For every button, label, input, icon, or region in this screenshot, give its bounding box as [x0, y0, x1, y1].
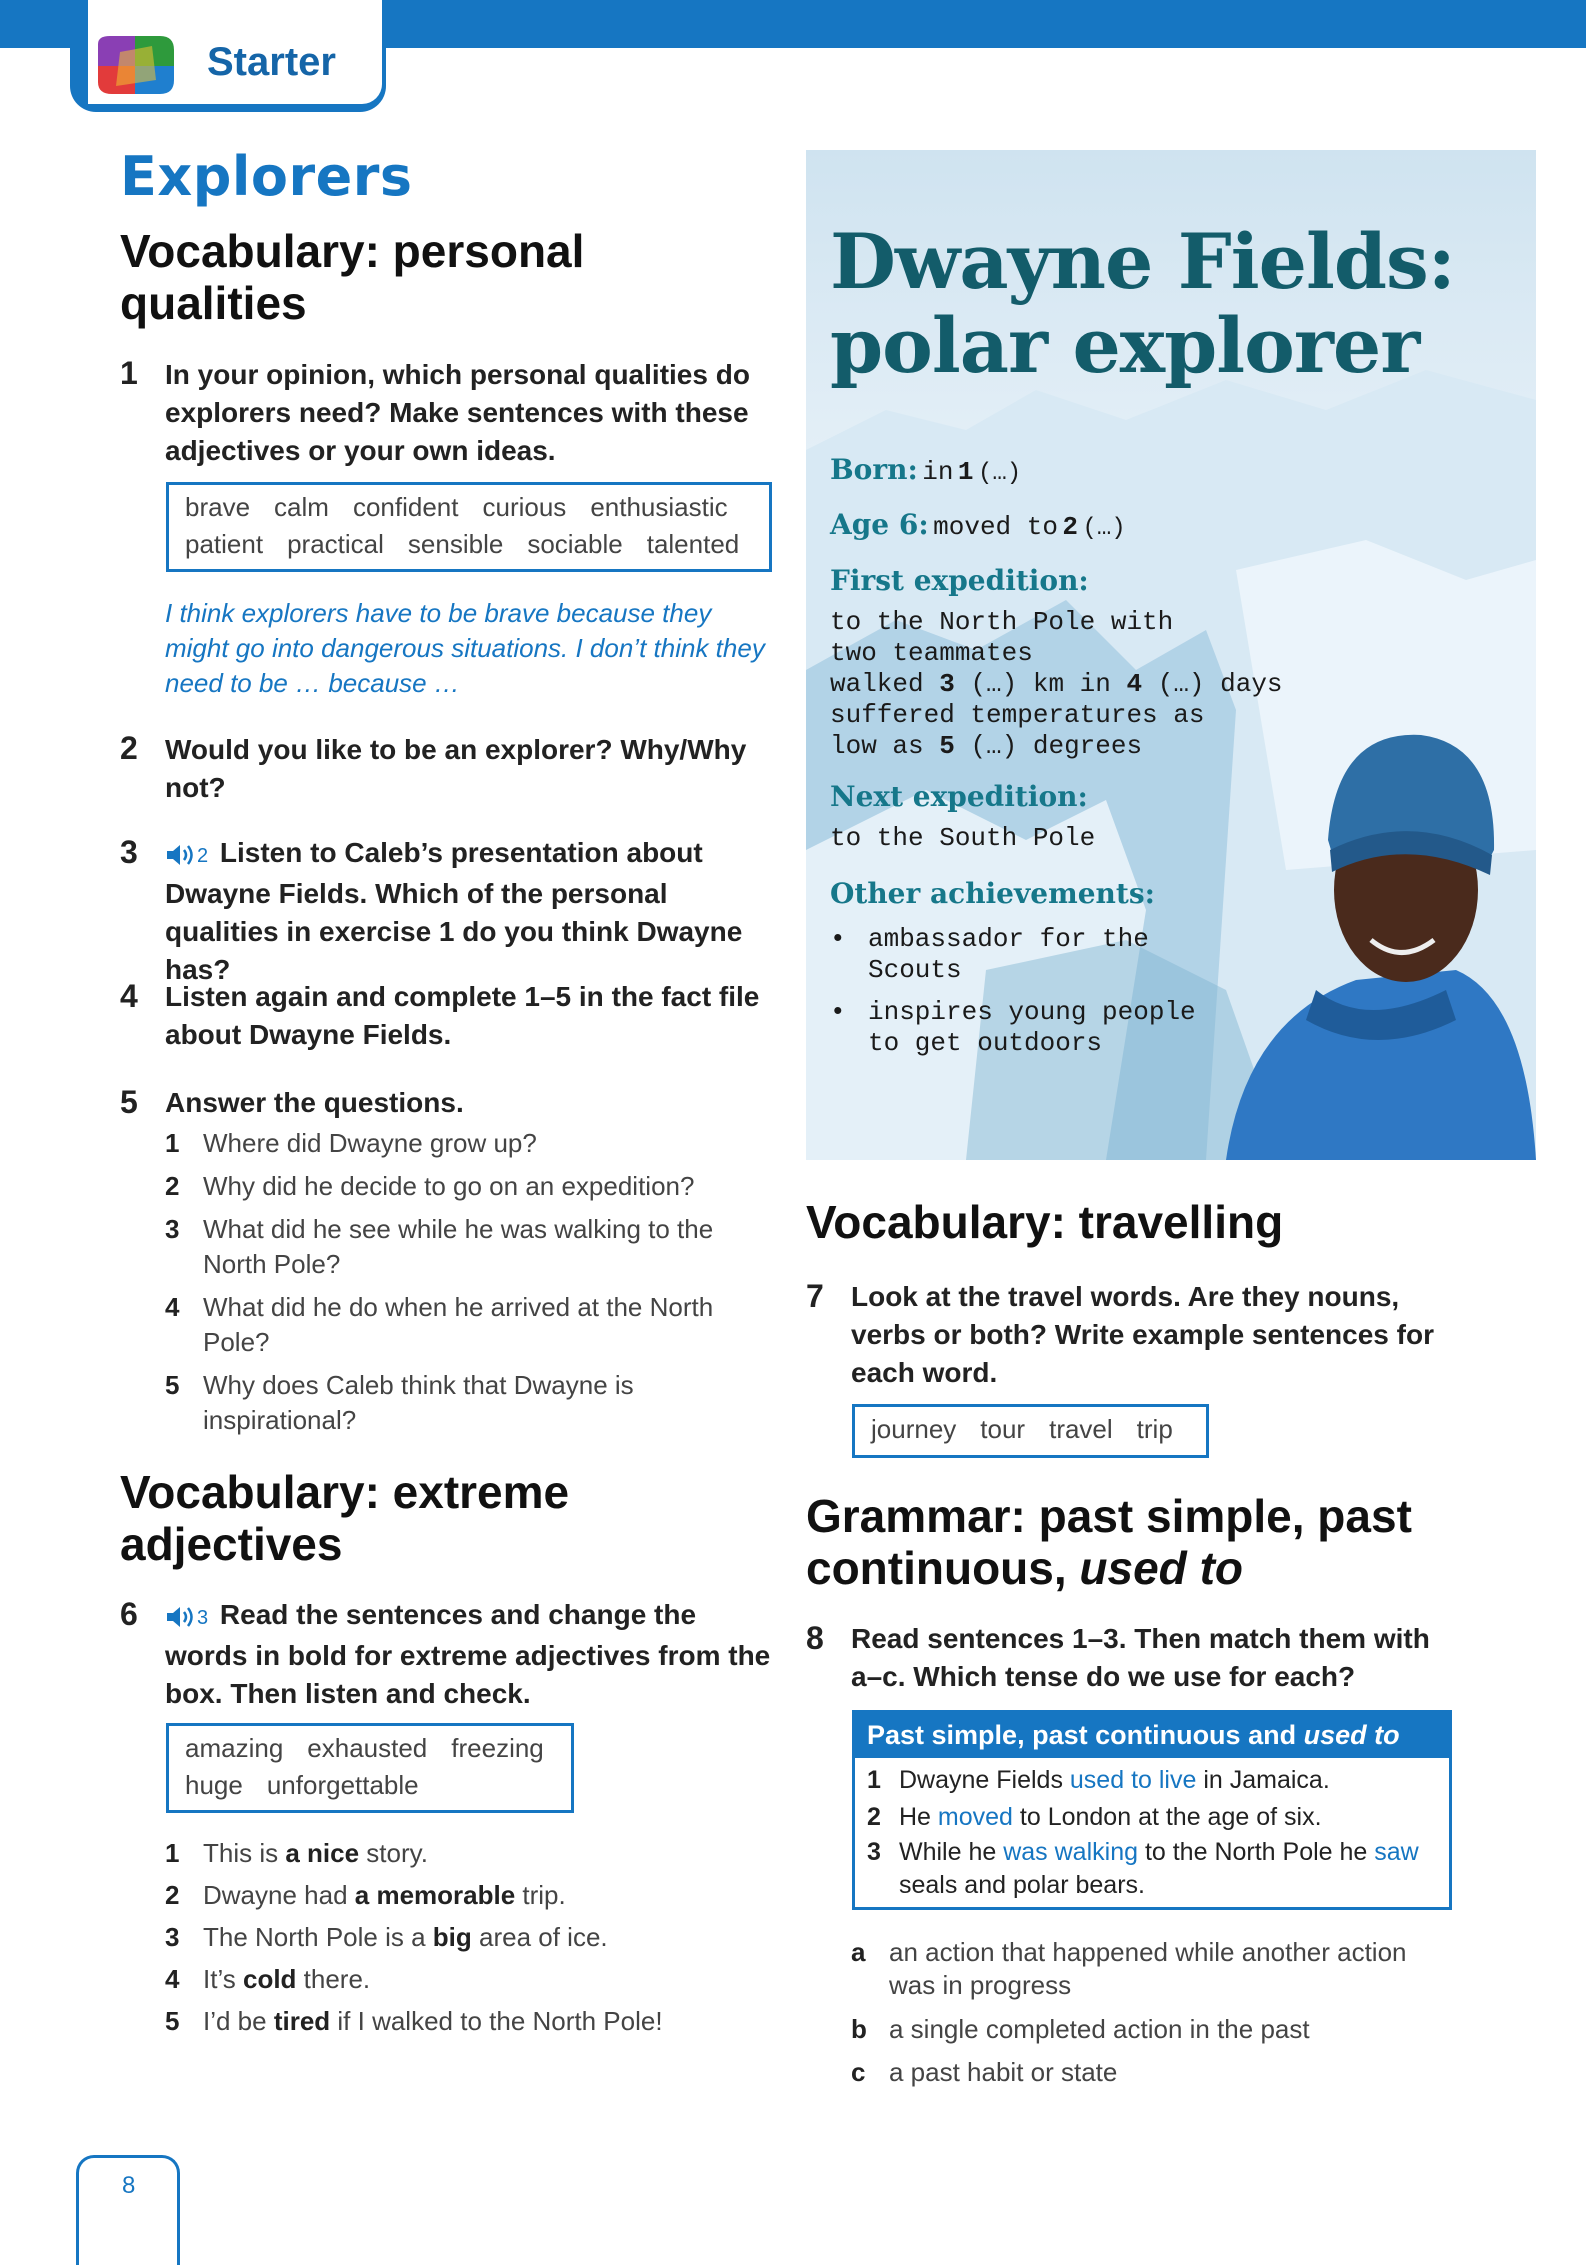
exercise-5-questions — [165, 1126, 725, 1438]
word: unforgettable — [266, 1770, 419, 1800]
exercise-8-answers — [851, 1936, 1431, 2090]
list-item: 4 It’s cold there. — [165, 1964, 371, 1994]
word-box-row-1 — [185, 1730, 555, 1767]
word: exhausted — [307, 1733, 428, 1763]
word: calm — [274, 492, 329, 522]
heading-grammar: Grammar: past simple, past continuous, used to — [806, 1490, 1412, 1594]
list-item: 3 What did he see while he was walking to the North Pole? — [165, 1214, 714, 1279]
exercise-7-word-box — [852, 1404, 1209, 1458]
exercise-4-number: 4 — [120, 978, 138, 1014]
exercise-7-instruction: Look at the travel words. Are they nouns, verbs or both? Write example sentences for each word. — [851, 1281, 1434, 1388]
exercise-6-instruction — [165, 1596, 785, 1713]
word: trip — [1136, 1414, 1173, 1444]
exercise-1-number: 1 — [120, 355, 138, 391]
section-tab-title: Starter — [207, 40, 336, 84]
fact-achievement-item: • inspires young people to get outdoors — [830, 997, 1196, 1058]
word: talented — [646, 529, 740, 559]
fact-age-line: Age 6: moved to 2 (…) — [830, 508, 1126, 542]
audio-track-number: 3 — [197, 1607, 209, 1629]
fact-file-panel — [806, 150, 1536, 1160]
list-item: b a single completed action in the past — [851, 2014, 1310, 2044]
exercise-1-instruction: In your opinion, which personal qualities do explorers need? Make sentences with these adjectives or your own ideas. — [165, 359, 750, 466]
unit-title: Explorers — [120, 145, 413, 208]
word: amazing — [185, 1733, 284, 1763]
list-item: 2 Why did he decide to go on an expedition? — [165, 1171, 695, 1201]
exercise-6-sentences — [165, 1836, 725, 2039]
list-item: 4 What did he do when he arrived at the North Pole? — [165, 1292, 714, 1357]
exercise-5-number: 5 — [120, 1084, 138, 1120]
exercise-8-instruction: Read sentences 1–3. Then match them with a–c. Which tense do we use for each? — [851, 1623, 1430, 1692]
exercise-6-word-box — [166, 1723, 574, 1813]
starter-logo-icon — [90, 30, 180, 100]
bullet-icon: • — [830, 924, 846, 954]
audio-speaker-icon[interactable] — [165, 842, 195, 868]
fact-other-achievements-label: Other achievements: — [830, 877, 1155, 910]
list-item: 1 This is a nice story. — [165, 1838, 428, 1868]
audio-speaker-icon[interactable] — [165, 1604, 195, 1630]
word-box-row-2 — [185, 1767, 555, 1804]
word: enthusiastic — [590, 492, 728, 522]
exercise-8-number: 8 — [806, 1620, 824, 1656]
fact-achievement-item: • ambassador for the Scouts — [830, 924, 1149, 985]
word: tour — [980, 1414, 1026, 1444]
grammar-sentence: 1 Dwayne Fields used to live in Jamaica. — [867, 1766, 1330, 1794]
grammar-box — [852, 1710, 1452, 1910]
fact-first-expedition-text: to the North Pole with two teammates walked 3 (…) km in 4 (…) days suffered temperatures as low as 5 (…) degrees — [830, 607, 1283, 761]
word: confident — [352, 492, 459, 522]
word: patient — [185, 529, 264, 559]
fact-file-title: Dwayne Fields: polar explorer — [830, 217, 1455, 390]
exercise-3-text: Listen to Caleb’s presentation about Dwayne Fields. Which of the personal qualities in exercise 1 do you think Dwayne has? — [165, 837, 743, 985]
fact-next-expedition-text: to the South Pole — [830, 823, 1096, 853]
word: huge — [185, 1770, 243, 1800]
word: sociable — [527, 529, 623, 559]
word-box-row-1 — [185, 489, 753, 526]
word: journey — [871, 1414, 957, 1444]
audio-track-number: 2 — [197, 845, 209, 867]
word: brave — [185, 492, 251, 522]
grammar-sentence: 2 He moved to London at the age of six. — [867, 1803, 1322, 1831]
bullet-icon: • — [830, 997, 846, 1027]
list-item: 1 Where did Dwayne grow up? — [165, 1128, 537, 1158]
word: practical — [287, 529, 384, 559]
word: freezing — [451, 1733, 544, 1763]
exercise-7-number: 7 — [806, 1278, 824, 1314]
page-number: 8 — [122, 2172, 136, 2199]
exercise-3-number: 3 — [120, 834, 138, 870]
heading-vocab-extreme: Vocabulary: extreme adjectives — [120, 1466, 570, 1570]
fact-next-expedition-label: Next expedition: — [830, 780, 1088, 813]
exercise-2-instruction: Would you like to be an explorer? Why/Why not? — [165, 734, 747, 803]
exercise-4-instruction: Listen again and complete 1–5 in the fact file about Dwayne Fields. — [165, 981, 760, 1050]
grammar-box-title: Past simple, past continuous and used to — [855, 1713, 1449, 1758]
grammar-sentence: 3 While he was walking to the North Pole he saw seals and polar bears. — [867, 1838, 1419, 1899]
heading-vocab-travelling: Vocabulary: travelling — [806, 1196, 1284, 1248]
word: curious — [482, 492, 567, 522]
list-item: 5 I’d be tired if I walked to the North Pole! — [165, 2006, 663, 2036]
fact-first-expedition-label: First expedition: — [830, 564, 1089, 597]
exercise-1-word-box — [166, 482, 772, 572]
heading-vocab-personal: Vocabulary: personal qualities — [120, 225, 585, 329]
list-item: 3 The North Pole is a big area of ice. — [165, 1922, 608, 1952]
list-item: 5 Why does Caleb think that Dwayne is inspirational? — [165, 1370, 634, 1435]
word: travel — [1049, 1414, 1113, 1444]
fact-born-line: Born: in 1 (…) — [830, 453, 1022, 487]
list-item: a an action that happened while another action was in progress — [851, 1937, 1407, 2000]
exercise-6-number: 6 — [120, 1596, 138, 1632]
exercise-3-instruction — [165, 834, 785, 989]
exercise-6-text: Read the sentences and change the words in bold for extreme adjectives from the box. Then listen and check. — [165, 1599, 771, 1709]
exercise-1-example: I think explorers have to be brave because they might go into dangerous situations. I don’t think they need to be … because … — [165, 598, 765, 698]
word-box-row-2 — [185, 526, 753, 563]
list-item: 2 Dwayne had a memorable trip. — [165, 1880, 566, 1910]
list-item: c a past habit or state — [851, 2057, 1118, 2087]
exercise-2-number: 2 — [120, 730, 138, 766]
word: sensible — [407, 529, 504, 559]
exercise-5-instruction: Answer the questions. — [165, 1087, 464, 1118]
